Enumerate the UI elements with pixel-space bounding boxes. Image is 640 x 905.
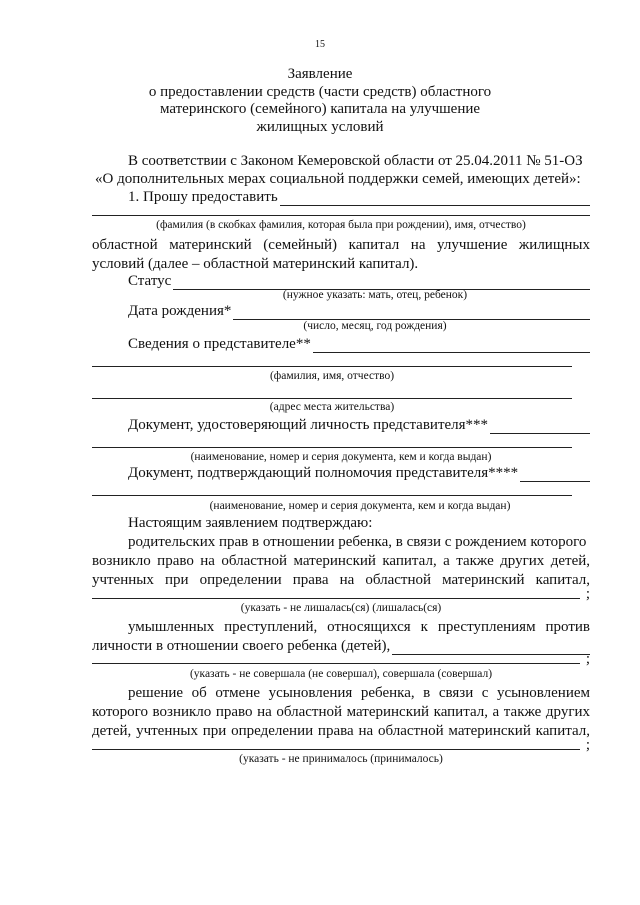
title-line-1: Заявление — [287, 66, 353, 82]
confirm-p3-hint: (указать - не принималось (принималось) — [239, 753, 443, 765]
representative-label: Сведения о представителе** — [128, 336, 311, 352]
title-line-2: о предоставлении средств (части средств) областного — [148, 83, 492, 100]
confirm-p1-line-3: учтенных при определении права на областной материнский капитал, — [92, 572, 590, 588]
confirm-p3-semicolon: ; — [585, 737, 590, 753]
document-title — [0, 66, 640, 136]
confirm-p3-field[interactable] — [92, 749, 580, 750]
id-doc-hint: (наименование, номер и серия документа, кем и когда выдан) — [190, 451, 492, 463]
confirm-p2-hint: (указать - не совершала (не совершал), совершала (совершал) — [189, 668, 493, 680]
confirm-p1-answer-row — [92, 585, 590, 603]
request-field[interactable] — [280, 191, 590, 206]
representative-field[interactable] — [313, 338, 590, 353]
birth-label: Дата рождения* — [128, 303, 232, 319]
status-label: Статус — [128, 273, 172, 289]
confirm-p2-answer-row — [92, 650, 590, 668]
auth-doc-field[interactable] — [520, 467, 590, 482]
id-doc-row — [128, 416, 590, 434]
confirm-p1-line-2: возникло право на областной материнский капитал, а также других детей, — [92, 553, 590, 569]
birth-field[interactable] — [233, 305, 590, 320]
confirm-p3-answer-row — [92, 736, 590, 754]
auth-doc-label: Документ, подтверждающий полномочия представителя**** — [128, 465, 519, 481]
representative-name-field[interactable] — [92, 366, 572, 367]
confirm-p3-line-1: решение об отмене усыновления ребенка, в связи с усыновлением — [128, 685, 590, 701]
confirm-p3-line-3: детей, учтенных при определении права на областной материнский капитал, — [92, 723, 590, 739]
intro-line-2: «О дополнительных мерах социальной поддержки семей, имеющих детей»: — [95, 171, 581, 187]
confirm-label: Настоящим заявлением подтверждаю: — [128, 515, 373, 531]
title-line-4: жилищных условий — [256, 118, 384, 135]
birth-row — [128, 302, 590, 320]
id-doc-field[interactable] — [490, 419, 590, 434]
page-number: 15 — [315, 39, 325, 50]
confirm-p2-answer-field[interactable] — [92, 663, 580, 664]
confirm-p1-hint: (указать - не лишалась(ся) (лишалась(ся) — [240, 602, 442, 614]
confirm-p1-semicolon: ; — [585, 586, 590, 602]
status-row — [128, 272, 590, 290]
request-row — [128, 188, 590, 206]
request-text-1: областной материнский (семейный) капитал на улучшение жилищных — [92, 237, 590, 253]
auth-doc-row — [128, 464, 590, 482]
confirm-p2-line-2: личности в отношении своего ребенка (детей), — [92, 638, 391, 654]
title-line-3: материнского (семейного) капитала на улучшение — [159, 101, 481, 117]
request-text-2: условий (далее – областной материнский капитал). — [92, 256, 419, 272]
birth-hint: (число, месяц, год рождения) — [303, 320, 447, 332]
confirm-p3-line-2: которого возникло право на областной материнский капитал, а также других — [92, 704, 590, 720]
auth-doc-details-field[interactable] — [92, 495, 572, 496]
confirm-p1-field[interactable] — [92, 598, 580, 599]
representative-name-hint: (фамилия, имя, отчество) — [269, 370, 395, 382]
auth-doc-hint: (наименование, номер и серия документа, кем и когда выдан) — [209, 500, 511, 512]
id-doc-details-field[interactable] — [92, 447, 572, 448]
representative-address-field[interactable] — [92, 398, 572, 399]
confirm-p2-semicolon: ; — [585, 651, 590, 667]
status-hint: (нужное указать: мать, отец, ребенок) — [282, 289, 468, 301]
intro-line-1: В соответствии с Законом Кемеровской области от 25.04.2011 № 51-ОЗ — [128, 153, 583, 169]
representative-address-hint: (адрес места жительства) — [269, 401, 395, 413]
confirm-p2-line-1: умышленных преступлений, относящихся к преступлениям против — [128, 619, 590, 635]
request-name-field[interactable] — [92, 215, 590, 216]
representative-row — [128, 335, 590, 353]
request-hint: (фамилия (в скобках фамилия, которая была при рождении), имя, отчество) — [156, 219, 526, 231]
status-field[interactable] — [173, 275, 590, 290]
request-label: 1. Прошу предоставить — [128, 189, 278, 205]
confirm-p1-line-1: родительских прав в отношении ребенка, в связи с рождением которого — [128, 534, 587, 550]
id-doc-label: Документ, удостоверяющий личность представителя*** — [128, 417, 489, 433]
